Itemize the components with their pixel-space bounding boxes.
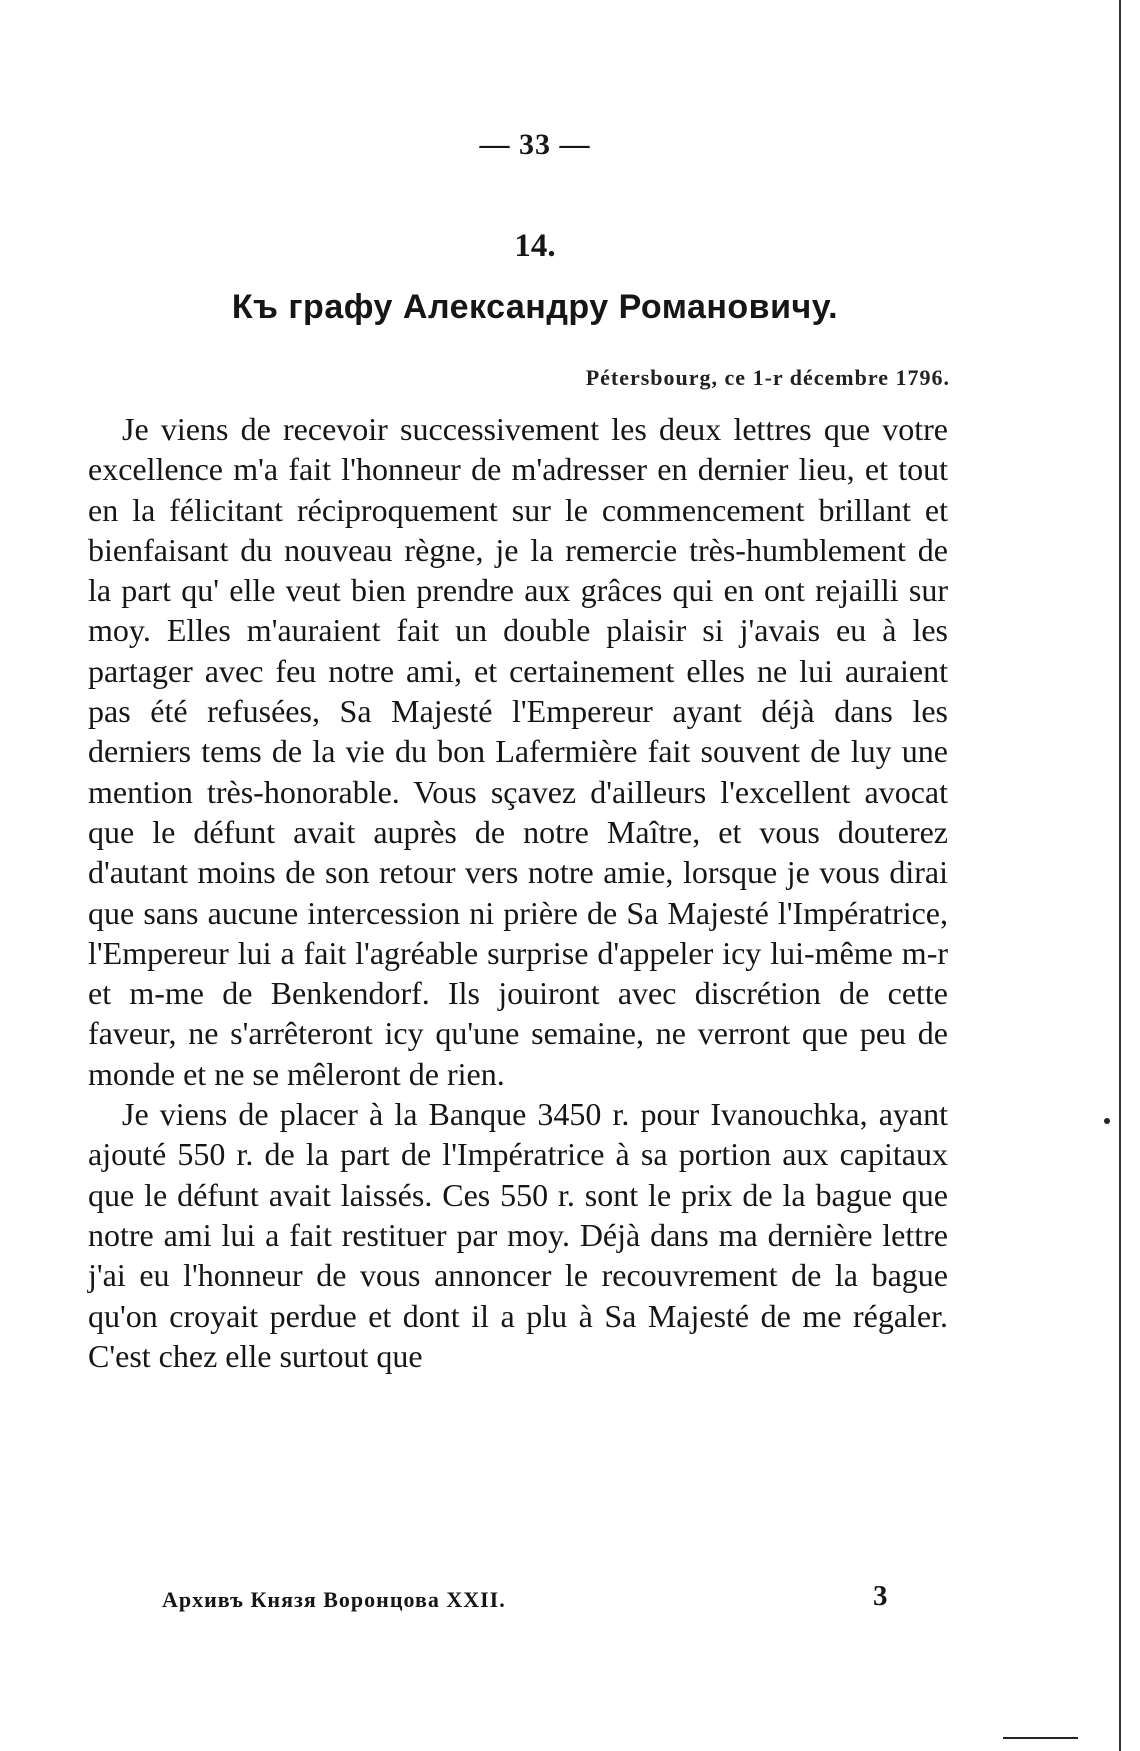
corner-mark [1003, 1737, 1078, 1739]
letter-number: 14. [514, 228, 556, 264]
paragraph: Je viens de recevoir successivement les deux lettres que votre excellence m'a fait l'honneur de m'adresser en dernier lieu, et tout en la félicitant réciproquement sur le commencement brillant et bienfaisant du nouveau règne, je la remercie très-humblement de la part qu' elle veut bien prendre aux grâces qui en ont rejailli sur moy. Elles m'auraient fait un double plaisir si j'avais eu à les partager avec feu notre ami, et certainement elles ne lui auraient pas été refusées, Sa Majesté l'Empereur ayant déjà dans les derniers tems de la vie du bon Lafermière fait souvent de luy une mention très-honorable. Vous sçavez d'ailleurs l'excellent avocat que le défunt avait auprès de notre Maître, et vous douterez d'autant moins de son retour vers notre amie, lorsque je vous dirai que sans aucune intercession ni prière de Sa Majesté l'Impératrice, l'Empereur lui a fait l'agréable surprise d'appeler icy lui-même m-r et m-me de Benkendorf. Ils jouiront avec discrétion de cette faveur, ne s'arrêteront icy qu'une semaine, ne verront que peu de monde et ne se mêleront de rien. [88, 411, 948, 1092]
footer-signature: Архивъ Князя Воронцова XXII. [162, 1587, 506, 1612]
page-number: — 33 — [479, 128, 591, 161]
signature-number: 3 [873, 1580, 888, 1612]
letter-heading: Къ графу Александру Романовичу. [231, 288, 839, 326]
paragraph: Je viens de placer à la Banque 3450 r. pour Ivanouchka, ayant ajouté 550 r. de la part de l'Impératrice à sa portion aux capitaux que le défunt avait laissés. Ces 550 r. sont le prix de la bague que notre ami lui a fait restituer par moy. Déjà dans ma dernière lettre j'ai eu l'honneur de vous annoncer le recouvrement de la bague qu'on croyait perdue et dont il a plu à Sa Majesté de me régaler. C'est chez elle surtout que [88, 1096, 948, 1374]
page-edge-line [1119, 0, 1121, 1751]
margin-speck [1104, 1118, 1110, 1124]
letter-dateline: Pétersbourg, ce 1-r décembre 1796. [585, 365, 950, 390]
letter-body [88, 409, 948, 1376]
